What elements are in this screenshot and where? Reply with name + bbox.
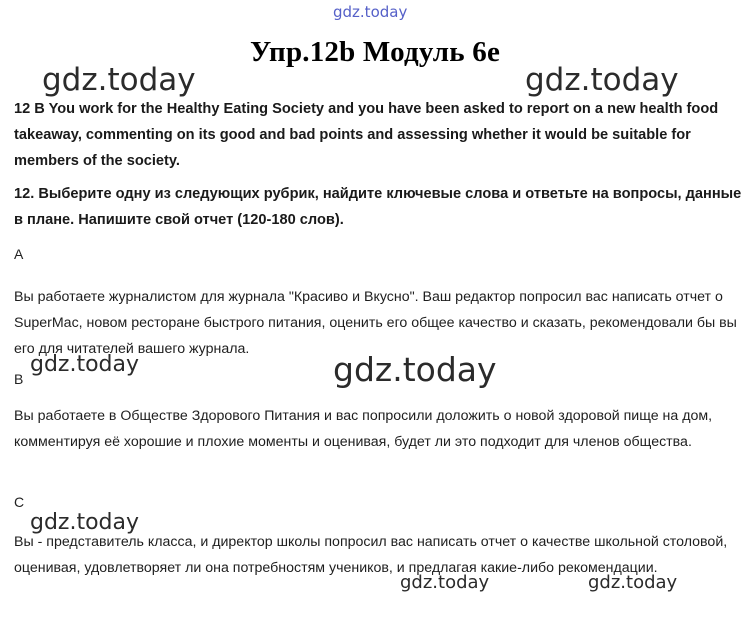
option-c-text: Вы - представитель класса, и директор школы попросил вас написать отчет о качестве школьной столовой, оценивая, удовлетворяет ли она потребностям учеников, и предлагая какие-либо рекомендации. [14, 534, 728, 576]
page-title: Упр.12b Модуль 6е [249, 36, 501, 68]
task-russian: 12. Выберите одну из следующих рубрик, найдите ключевые слова и ответьте на вопросы, данные в плане. Напишите свой отчет (120-180 слов). [14, 186, 742, 228]
watermark-bottom-2: gdz.today [588, 572, 678, 593]
task-english: 12 B You work for the Healthy Eating Society and you have been asked to report on a new health food takeaway, commenting on its good and bad points and assessing whether it would be suitable for members of the society. [14, 101, 719, 169]
option-c-letter: C [14, 494, 25, 510]
watermark-top: gdz.today [333, 3, 408, 21]
watermark-left-3: gdz.today [30, 510, 140, 535]
watermark-left-2: gdz.today [30, 352, 140, 377]
option-b-letter: B [14, 371, 24, 387]
watermark-left-1: gdz.today [42, 62, 196, 98]
watermark-right-1: gdz.today [525, 62, 679, 98]
watermark-middle: gdz.today [333, 350, 497, 389]
option-b-text: Вы работаете в Обществе Здорового Питания и вас попросили доложить о новой здоровой пище на дом, комментируя её хорошие и плохие моменты и оценивая, будет ли это подходит для членов общества. [14, 408, 713, 450]
watermark-bottom-1: gdz.today [400, 572, 490, 593]
option-a-letter: A [14, 246, 24, 262]
option-a-text: Вы работаете журналистом для журнала "Красиво и Вкусно". Ваш редактор попросил вас написать отчет о SuperMac, новом ресторане быстрого питания, оценить его общее качество и сказать, рекомендовали бы вы его для читателей вашего журнала. [14, 289, 737, 357]
